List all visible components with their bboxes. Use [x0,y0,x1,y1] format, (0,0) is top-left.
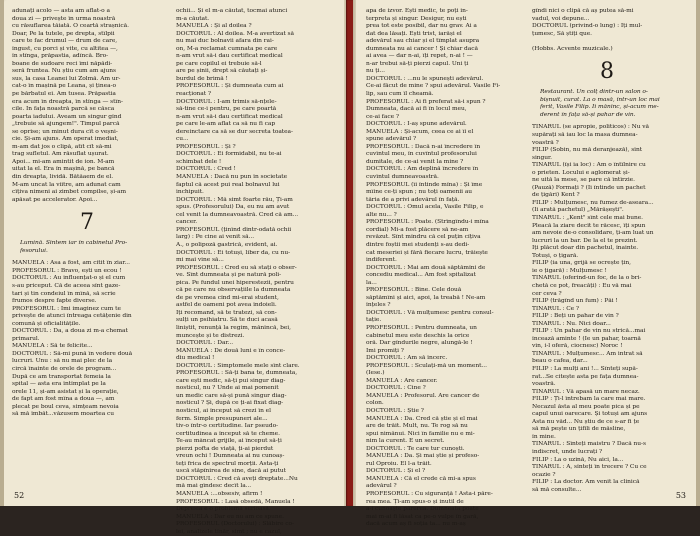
text-line: MANUELA : Dar eu nu am ce spune. [176,513,284,520]
text-line: gîndi nici o clipă că aș putea să-mi [532,8,634,14]
text-line: că pe care nu observațiile la dumneata [176,287,291,294]
text-line: uscă stăpînirea de sine, dacă ai putut [176,468,286,475]
text-line: apăsat pe accelerator. Apoi... [12,196,98,203]
left-col1-top-text [12,8,162,204]
text-line: de pe vremea cînd mi-erai student, [176,294,279,301]
text-line: care te fac drumul — drum de care, [12,38,118,45]
text-line: fesorului. [20,247,48,254]
text-line: s-au priceput. Că de aceea sînt gaze- [12,282,121,289]
text-line: mi mai vine să... [176,257,224,264]
text-line: burdul de brimă ! [176,75,228,82]
text-line: pe care le-am aflat ca să nu fi cap [176,121,276,128]
text-line: se oprise; un minut dura cît o veșni- [12,128,118,135]
text-line: dat dea lăsați. Ești trist, iarăși el [366,30,462,37]
text-line: MANUELA : Dacă nu pun în societate [176,174,288,181]
text-line: muncește și te distrezi. [176,332,245,339]
text-line: privește de atunci întreaga cetățenie din [12,313,132,320]
text-line: care ești medic, să-ți pui singur diag- [176,377,286,384]
text-line: FILIP : La doctor. Am venit la clinică [532,479,640,486]
text-line: are pe șinii, drept să căutați și- [176,68,268,75]
text-line: singur. [532,154,552,161]
text-line: PROFESORUL : Dacă n-ai încredere în [366,143,481,150]
text-line: comună și oficialitățile. [12,320,81,327]
left-col1-dialogue [12,260,162,418]
text-line: cîțiva nimeni ai zimbet compilse, și-am [12,189,127,196]
text-line: „trebuie să ajungem!". Timpul parcă [12,121,120,128]
text-line: vadul, voi depune... [532,15,590,22]
text-line: FILIP (trăgînd un fum) : Păi ! [532,298,618,305]
text-line: MANUELA : De două luni e în conce- [176,347,286,354]
text-line: trag sufletul. Am răsuflat ușurat. [12,151,109,158]
text-line: PROFESORUL : Ai fi preferat să-i spun ? [366,98,486,105]
text-line: adevărul sau chiar și el tîmplat asupra [366,38,480,45]
text-line: tiv-o într-o certitudine. Iar pseudo- [176,423,279,430]
text-line: în stînga, prăpastia, adîncă. Bro- [12,53,109,60]
text-line: nosticul, nu ? Unde ai mai pomenit [176,385,279,392]
text-line: DOCTORUL : Au influențat-o și el cum [12,275,126,282]
text-line: DOCTORUL : Și el ? [366,468,426,475]
text-line: am nevoie de-o consolidare, ți-am luat un [532,230,654,237]
text-line: MANUELA : Da. Și mai știe și profeso- [366,453,480,460]
text-line: DOCTORUL : Da, a doua zi m-a chemat [12,328,128,335]
text-line: teți frica de spectrul morții. Asta-ți [176,460,279,467]
text-line: la... [366,279,377,286]
text-line: on, M-a reclamat cumnata pe care [176,45,278,52]
text-line: plecat pe boul ceva, simțeam nevoia [12,403,119,410]
text-line: FILIP : Ți-l întrebam la care mai mare. [532,396,646,403]
text-line: dereinctare ca să se dur secreta toatea- [176,128,293,135]
text-line: poarta iadului. Aveam un singur gînd [12,113,122,120]
text-line: concediu medical... Am fost spitalizat [366,272,476,279]
text-line: dacă acum aș fi soția ta... nu m-aș [366,521,466,528]
text-line: ve. Sînt dumneata și pe natură poli- [176,272,282,279]
book-edge-right [696,0,700,506]
text-line: nosticul ? Și, după ce ți-ai fixat diag- [176,400,284,407]
text-line: să mă pește un țifili de măsline, [532,426,626,433]
text-line: Necazul ăsta al meu poate pica și pe [532,403,640,410]
text-line: FILIP : Un pahar de vin nu strică...mai [532,328,646,335]
text-line: revăzut. Sînt mîndru că cel puțin cîțiva [366,234,481,241]
text-line: TÎNĂRUL : Mulțumesc... Am intrat să [532,350,643,357]
text-line: DOCTORUL : Ei totuși, liber da, cu nu- [176,249,291,256]
text-line: cu răsuflarea tăiată. O ceartă strașnică. [12,23,129,30]
text-line: M-am uncat la viitre, am adunat cam [12,181,121,188]
right-col2-dialogue [532,124,682,494]
text-line: m-am dat jos o clipă, atît cît să-mi [12,143,112,150]
left-stage-direction [12,240,162,255]
text-line: Ce-ai făcut de mine ? spui adevărul. Vasile Fi- [366,83,501,90]
right-col1-dialogue [366,8,516,529]
text-line: spui nimănui. Nici în familie nu e mi- [366,430,475,437]
text-line: pica. Pe fundul unei hiperestezii, pentru [176,279,294,286]
text-line: nim la curent. E un secret. [366,438,445,445]
text-line: DOCTORUL : Al doilea. M-a avertizat să [176,30,294,37]
text-line: n-am vrut să-i dau certificat medical [176,53,283,60]
text-line: indiscret, unde lucrați ? [532,448,603,455]
text-line: Totuși, o țigară. [532,252,579,259]
text-line: lucruri la un bar. De la el te prezint. [532,237,638,244]
text-line: cuvîntul meu, în cuvîntul profesorului [366,151,477,158]
text-line: PROFESORUL : Pentru dumneata, un [366,324,477,331]
text-line: După ce am transportat femeia la [12,373,111,380]
text-line: DOCTORUL : Simptomele mele sînt clare. [176,362,300,369]
text-line: larg) : Pe cine ai venit să... [176,234,255,241]
text-line: voastră ? [532,139,559,146]
right-stage-direction [532,89,682,119]
text-line: ferm. Simple presupuneri ale... [176,415,268,422]
text-line: mă mai gîndesc decît la... [176,483,252,490]
left-page [4,0,344,535]
text-line: spital — asta era întîmplat pe la [12,381,106,388]
text-line: DOCTORUL : Omul acela, Vasile Filip, e [366,204,484,211]
text-line: FILIP : Beți un pahar de vin ? [532,313,619,320]
text-line: ochii... Și el m-a căutat, tocmai atunci [176,8,288,14]
text-line: mai m-ai fi lăsat ca pe-o vulpe în gară, [366,513,479,520]
text-line: tăria de a privi adevărul în față. [366,196,460,203]
text-line: cabinetul meu este deschis la orice [366,332,470,339]
text-line: prea tot este posibil, dar nu grav. Ai a [366,23,477,30]
chapter-number-8: 8 [600,59,614,85]
text-line: cu... [176,136,189,143]
text-line: (Iese.) [366,370,385,377]
text-line: capul unui oarecare. Și totuși am ajuns [532,411,648,418]
text-line: DOCTORUL : ...nu le spunești adevărul. [366,75,484,82]
text-line: un medic care să-și pună singur diag- [176,392,287,399]
text-line: ne uită la mese, se pare că întîrzie. [532,177,635,184]
text-line: DOCTORUL : Te care tur cunoști. [366,445,465,452]
text-line: DOCTORUL : Mai am două săptămîni de [366,264,486,271]
text-line: TÎNĂRUL : Ce ? [532,305,580,312]
text-line: PROFESORUL (Doctorului) : Slăbire co- [176,521,294,528]
text-line: TÎNĂRUL (oferind-un foc, de la o bri- [532,275,642,282]
text-line: voastră. [532,381,556,388]
text-line: îngust, cu porci și vite, cu altitea —, [12,45,118,52]
text-line: schimbat dele ! [176,158,222,165]
text-line: cie. Și-am ajuns. Am operat imediat, [12,136,119,143]
text-line: adevărul ? [366,483,397,490]
text-line: FILIP : Mulțumesc, nu fumez de-aseara... [532,199,654,206]
text-line: PROFESORUL : Îmi imaginez cum te [12,305,121,312]
text-line: PROFESORUL : Cu siguranță ! Asta-i păre- [366,491,493,497]
text-line: MANUELA : Și-acum, ceea ce ai îi el [366,128,474,135]
text-line: tație. [366,317,382,324]
text-line: Pleacă la ziare decît te răcesc, îți spun [532,222,646,229]
text-line: sulți un psihiatru. Să te duci acasă [176,317,278,324]
text-line: are de trăit. Mult, nu. Te rog să nu [366,423,468,430]
right-page [356,0,696,528]
text-line: era acum în dreapta, în stînga — stîn- [12,98,123,105]
text-line: Te-au mâncat grijile, ai început să-ți [176,438,282,445]
text-line: o prieten. Locului e aglomerat și- [532,169,630,176]
text-line: supărați să iau loc la masa dumnea- [532,132,638,139]
text-line: țumesc, Să știți que. [532,30,592,37]
text-line: DOCTORUL : I-aș spune adevărul. [366,121,467,128]
text-line: mîine ce-ți spun ; nu toți oamenii au [366,189,473,196]
text-line: MANUELA : Să te felicite... [12,343,93,350]
text-line: FILIP (Sobin, nu mă deranjează), sînt [532,147,643,154]
left-page-column-2 [176,8,326,536]
text-line: nu ți... [366,68,385,75]
text-line: dintre foștii mei studenți s-au dedi- [366,241,470,248]
text-line: alte nu... ? [366,211,397,218]
text-line: liniștit, renunță la regim, mănîncă, bei, [176,324,291,331]
text-line: reacționat ? [176,91,212,98]
text-line: cuvîntul dumneavoastră. [366,174,439,181]
text-line: de țigări) Kent ? [532,192,580,199]
text-line: cile. În fața noastră parcă se căsca [12,106,115,113]
text-line: n-am vrut să-i dau certificat medical [176,113,283,120]
text-line: tari și tin condeiul în mînă, să scrie [12,290,116,297]
text-line: cat-o în mașină pe Leana, și ținea-o [12,83,116,90]
text-line: înțeles ? [366,302,391,309]
text-line: bișnuit, curat. La o masă, într-un loc mai [540,96,660,103]
text-line: DOCTORUL : I-am trimis să-nțele- [176,98,277,105]
right-col2-top-text [532,8,682,53]
text-line: cel venit la dumneavoastră. Cred că am... [176,211,299,218]
text-line: nosticul, ai început să crezi în el [176,407,271,414]
text-line: rea mea. Ți-am spus-o și inutil de [366,498,464,505]
text-line: a-i cunoaște părerea. Dumneata poate [366,506,479,513]
text-line: Lumină. Sîntem iar în cabinetul Pro- [20,240,128,247]
text-line: derent în fața să-și pahar de vin. [540,111,636,118]
text-line: adunați acolo — asta am aflat-o a [12,8,110,14]
text-line: boane de sudoare reci îmi năpădi- [12,60,113,67]
text-line: MANUELA : Da. Cred că știe și el mai [366,415,478,422]
text-line: colon. [366,400,384,407]
text-line: MANUELA : Profesorul. Are cancer de [366,392,480,399]
text-line: (Pauză) Formați ? (Îi întinde un pachet [532,184,646,191]
text-line: (Îi arată pachetul) „Mărășești". [532,207,624,214]
text-line: Îți recomand, să te tratezi, să con- [176,309,277,316]
text-line: ocazie ? [532,471,556,478]
text-line: dumneata nu ai cancer ! Și chiar dacă [366,45,478,52]
text-line: ferit, Vasile Filip. Îi mănînc, și-acum me- [540,104,659,111]
text-line: cordial) Mi-a fost plăcere să ne-am [366,226,469,233]
text-line: indiferent. [366,257,397,264]
text-line: dumitale, de ce-ai venit la mine ? [366,158,464,165]
text-line: Îmi promiți ? [366,347,404,354]
text-line: orele 11, și-am asistat și la operație, [12,388,119,395]
text-line: PROFESORUL : Și dumneata cum ai [176,83,284,90]
text-line: PROFESORUL (îi întinde mîna) : Și îme [366,181,483,188]
text-line: FILIP : La o uzină, Nu aici, la... [532,456,624,463]
text-line: DOCTORUL : Cred că aveți dreptate...Nu [176,475,298,482]
text-line: Doar, Pe la tutele, pe drepta, stîlpii [12,30,115,37]
text-line: circă înainte de orele de program... [12,365,117,372]
text-line: Asta nu văd... Nu știu de ce s-ar fi țe [532,418,640,425]
text-line: doua zi — privește în urma noastră [12,15,116,22]
text-line [532,38,682,46]
text-line: vreun ochi ! Dumneata ai nu cunoaș- [176,453,285,460]
text-line: Apoi... mi-am amintit de ion. M-am [12,158,115,165]
text-line: vin, i-l oferă, ciocnesc) Noroc ! [532,343,623,350]
text-line: încează aminte ! (Îe un pahar, toarnă [532,335,641,342]
text-line: ai avea — dar n-ai, îți repet, n-ai ! — [366,53,473,60]
text-line: TÎNĂRUL : A, sînteți în trecere ? Cu ce [532,464,647,471]
text-line: MANUELA : Și al doilea ? [176,23,252,30]
text-line: uitat la el. Era în mașină, pe bancă [12,166,115,173]
text-line: DOCTORUL : Cred ! [176,166,236,173]
text-line: TÎNĂRUL : Sînteți maistru ? Dacă nu-s [532,441,646,448]
text-line: lucruri. Unu : să nu mai plec de la [12,358,113,365]
text-line: lip, sau cum îl cheamă. [366,91,434,98]
text-line: DOCTORUL : Să-mi pună în vedere două [12,350,133,357]
right-page-number: 53 [675,491,686,500]
text-line: PROFESORUL (ținînd dintr-odată ochii [176,226,292,233]
text-line: ie o țigară) : Mulțumesc ! [532,267,607,274]
text-line: săptămîni și aici, apoi, la treabă ! Ne-am [366,294,486,301]
text-line: pe care copilul ei trebuie să-l [176,60,262,67]
text-line: DOCTORUL : Cine ? [366,385,426,392]
text-line: FILIP : La mulți ani !... Sînteți supă- [532,365,638,372]
chapter-number-7: 7 [80,210,94,236]
left-page-number: 52 [14,491,25,500]
left-col2-dialogue [176,8,326,536]
text-line: Depresia e o problemă serioasă. [176,506,271,513]
text-line: TÎNĂRUL : Nu. Nici doar... [532,320,611,327]
text-line: chetă ce pot, freacăți) : Eu vă mai [532,282,632,289]
text-line: cer ceva ? [532,290,562,297]
text-line: PROFESORUL : Bravo, ești un ecou ! [12,267,122,274]
text-line: pierzi pofta de viață, ți-ai pierdut [176,445,274,452]
text-line: în mine. [532,433,556,440]
text-line: sus, la casa Leanei lui Zolmă. Am ur- [12,75,121,82]
text-line: să mă consulte... [532,486,582,493]
text-line: DOCTORUL : Mă simt foarte rău, Ți-am [176,196,293,203]
text-line: astfel de oameni pot avea îndoieli. [176,302,277,309]
text-line: Îți plăcut doar din pachetul, înainte. [532,245,639,252]
text-line: PROFESORUL : Bine. Cele două [366,287,462,294]
text-line: spus. (Profesorului) Da, eu nu am avut [176,204,290,211]
text-line: diu medical ! [176,355,215,362]
text-line: TÎNĂRUL : „Kent" sînt cele mai bune. [532,215,643,222]
right-page-column-2 [532,8,682,494]
text-line: MANUELA : Asa a fost, am citit în ziar... [12,260,130,267]
text-line: TÎNĂRUL (își ia loc) : Am o întîlnire cu [532,162,646,169]
text-line: pe bărbatul ei. Am tusea. Prăpastia [12,91,116,98]
text-line: DOCTORUL : Ei formidabil, nu te-ai [176,151,282,158]
text-line: DOCTORUL : Dar... [176,340,234,347]
text-line: terpreta și singur. Desigur, nu ești [366,15,467,22]
text-line: primarul. [12,335,40,342]
text-line: TÎNĂRUL (se apropie, politicos) : Nu vă [532,124,650,131]
text-line: FILIP (ia una, grijă se ocrește țin, [532,260,631,267]
text-line: ce-ai face ? [366,113,399,120]
text-line: DOCTORUL : Știe ? [366,407,424,414]
text-line: DOCTORUL (privind-o lung) : Îți mul- [532,23,643,30]
text-line: Dumneata, dacă ai fi în locul meu, [366,106,467,113]
text-line: MANUELA :...obsesiv, afirm ! [176,491,263,497]
text-line: faptul că acest pui real bolnavul lui [176,181,280,188]
text-line: PROFESORUL : Să-ți bana te, dumneata, [176,370,298,377]
text-line: MANUELA : Că el crede că mi-a spus [366,475,476,482]
text-line: certitudinea a început să te cheme. [176,430,280,437]
text-line: PROFESORUL : Și ? [176,143,236,150]
text-line: seră fruntea. Nu știu cum am ajuns [12,68,116,75]
text-line: n-ar trebui să-ți pierzi capul. Uni ți [366,60,469,67]
text-line: nu mai duc bolnavii afara din rai- [176,38,274,45]
text-line: cat meseriei și fără fiecare lucru, trăiește [366,249,488,256]
text-line: PROFESORUL : Cred eu să stați o obser- [176,264,297,271]
text-line: beau o cafea, dar... [532,358,588,365]
text-line: oră. Dar gîndurile negre, alungă-le ! [366,340,473,347]
text-line: spune adevărul ? [366,136,417,143]
text-line: rul Oproiu. El l-a trăit. [366,460,432,467]
text-line: lei, analizele tînăr, simt ; nu e cazul, [176,528,282,535]
text-line: PROFESORUL : Lasă obsedă, Manuela ! [176,498,295,505]
right-page-column-1 [366,8,516,529]
text-line: frumos despre fapte diverse. [12,298,97,305]
text-line: apa de izvor. Ești medic, te poți in- [366,8,468,14]
text-line: PROFESORUL : Sculați-mă un moment... [366,362,487,369]
bookmark-ribbon [346,0,353,506]
text-line: cancer. [176,219,198,226]
text-line: (Hobbs. Acvente muzicale.) [532,45,613,52]
text-line: rat...Se citește asta pe fața dumnea- [532,373,639,380]
left-page-column-1 [12,8,162,419]
text-line: m-a căutat. [176,15,210,22]
text-line: Restaurant. Un colț dintr-un salon o- [540,89,648,96]
text-line: DOCTORUL : Am deplină încredere în [366,166,479,173]
text-line: inchipuit. [176,189,204,196]
text-line: PROFESORUL : Poate. (Strîngîndu-i mîna [366,219,489,226]
text-line: A., o polipoză gastrică, evident, ai. [176,241,278,248]
text-line: din dreapta, lividă. Bătăaem de el. [12,174,114,181]
text-line: TÎNĂRUL : Vă apasă un mare necaz. [532,388,640,395]
text-line: DOCTORUL : Vă mulțumesc pentru consul- [366,309,494,316]
text-line: DOCTORUL : Am să încerc. [366,355,448,362]
text-line: să-tine ce-i pentru, pe care poartă [176,106,277,113]
text-line: de fapt am fost mîna a doua —, am [12,396,115,403]
text-line: să mă îmbăt...văzusem moartea cu [12,411,115,418]
text-line: MANUELA : Are cancer. [366,377,438,384]
